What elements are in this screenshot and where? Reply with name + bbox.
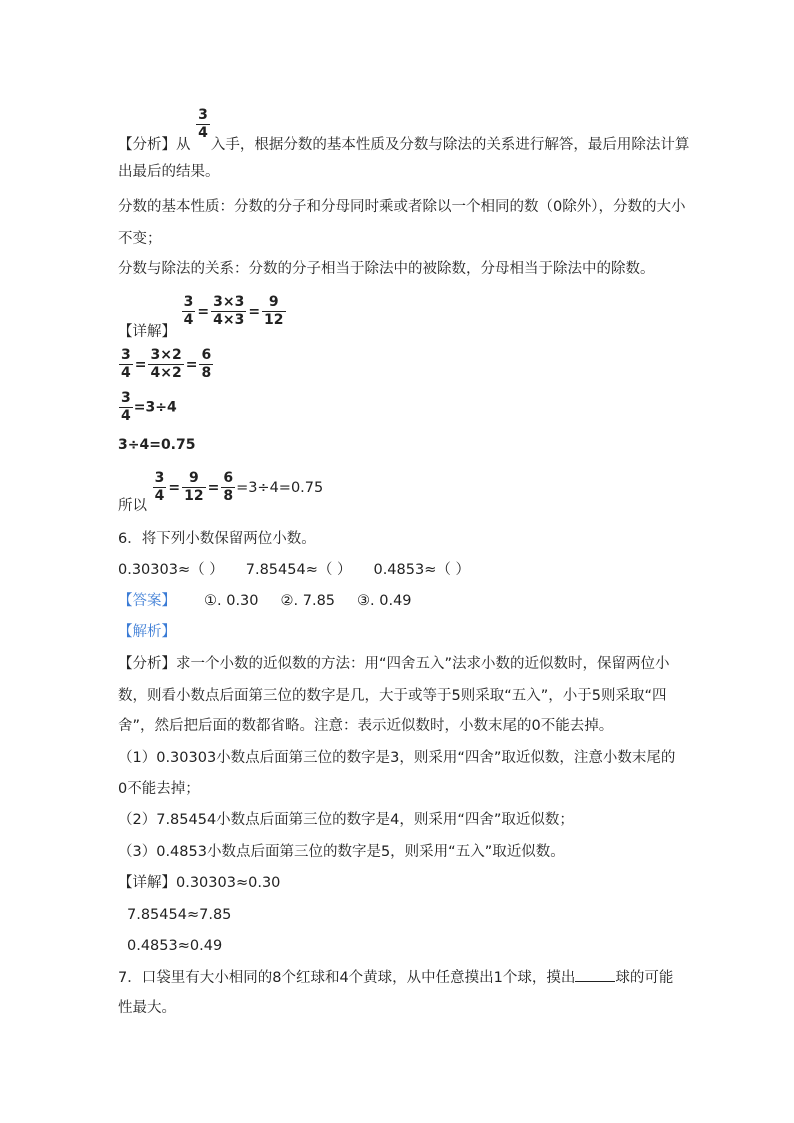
fraction: $\frac{3}{4}$: [183, 294, 194, 328]
q5-property-line1: 分数的基本性质：分数的分子和分母同时乘或者除以一个相同的数（0除外），分数的大小: [118, 199, 686, 215]
q6-detail-line2: 7.85454≈7.85: [127, 907, 232, 923]
q7-question-line1: 7．口袋里有大小相同的8个红球和4个黄球，从中任意摸出1个球，摸出 球的可能: [118, 967, 673, 988]
fraction: $\frac{6}{8}$: [223, 470, 234, 504]
fraction: $\frac{9}{12}$: [264, 294, 284, 328]
fraction: $\frac{3\times 2}{4\times 2}$: [150, 347, 182, 381]
fraction: $\frac{3}{4}$: [121, 347, 131, 381]
q5-step1: 【详解】 $\frac{3}{4}$ = $\frac{3\times 3}{4\times 3}$ = $\frac{9}{12}$: [118, 294, 284, 340]
q6-analysis-line2: 数，则看小数点后面第三位的数字是几，大于或等于5则采取“五入”，小于5则采取“四: [118, 688, 667, 704]
q5-step2: $\frac{3}{4}$ = $\frac{3\times 2}{4\times 2}$ = $\frac{6}{8}$: [121, 347, 212, 381]
fraction: $\frac{3}{4}$: [121, 390, 131, 424]
fraction: $\frac{6}{8}$: [201, 347, 212, 381]
q5-step3: $\frac{3}{4}$ =3÷4: [121, 390, 177, 424]
answer-blank[interactable]: [575, 967, 615, 982]
q5-step4: 3÷4=0.75: [118, 437, 196, 453]
answer-2: ②. 7.85: [280, 593, 336, 609]
q5-analysis-line1: 【分析】从 $\frac{3}{4}$ 入手，根据分数的基本性质及分数与除法的关系进行解答，最后用除法计算: [118, 107, 690, 153]
fenxi-tag: 【分析】: [118, 136, 176, 153]
q6-items: [118, 560, 470, 580]
q6-analysis-line3: 舍”，然后把后面的数都省略。注意：表示近似数时，小数末尾的0不能去掉。: [118, 718, 614, 734]
q7-question-line2: 性最大。: [118, 1000, 176, 1016]
q5-analysis-line2: 出最后的结果。: [118, 164, 220, 180]
q6-point2: （2）7.85454小数点后面第三位的数字是4，则采用“四舍”取近似数；: [118, 812, 574, 828]
q6-point3: （3）0.4853小数点后面第三位的数字是5，则采用“五入”取近似数。: [118, 844, 565, 860]
q6-detail-line1: 【详解】0.30303≈0.30: [118, 875, 281, 891]
answer-3: ③. 0.49: [357, 593, 412, 609]
q6-item-2: 7.85454≈（ ）: [245, 562, 352, 578]
q6-question: 6．将下列小数保留两位小数。: [118, 531, 316, 547]
fraction: $\frac{3\times 3}{4\times 3}$: [213, 294, 245, 328]
q6-point1-line1: （1）0.30303小数点后面第三位的数字是3，则采用“四舍”取近似数，注意小数末尾的: [118, 750, 676, 766]
xiangjie-tag: 【详解】: [118, 323, 176, 340]
q6-analysis-line1: 【分析】求一个小数的近似数的方法：用“四舍五入”法求小数的近似数时，保留两位小: [118, 656, 670, 672]
q6-item-1: 0.30303≈（ ）: [118, 562, 224, 578]
q5-property-line2: 不变；: [118, 231, 162, 247]
q6-detail-line3: 0.4853≈0.49: [127, 938, 223, 954]
fraction: $\frac{9}{12}$: [184, 470, 204, 504]
jiexi-tag: 【解析】: [118, 624, 176, 640]
answer-1: ①. 0.30: [204, 593, 259, 609]
answer-tag: 【答案】: [118, 593, 176, 609]
q5-relation: 分数与除法的关系：分数的分子相当于除法中的被除数，分母相当于除法中的除数。: [118, 261, 655, 277]
q6-item-3: 0.4853≈（ ）: [373, 562, 470, 578]
fraction-3-4: $\frac{3}{4}$: [198, 107, 208, 141]
q6-answer-line: [118, 591, 412, 611]
q6-point1-line2: 0不能去掉；: [118, 781, 200, 797]
fraction: $\frac{3}{4}$: [154, 470, 165, 504]
q5-conclusion: 所以 $\frac{3}{4}$ = $\frac{9}{12}$ = $\frac{6}{8}$ =3÷4=0.75: [118, 470, 324, 514]
